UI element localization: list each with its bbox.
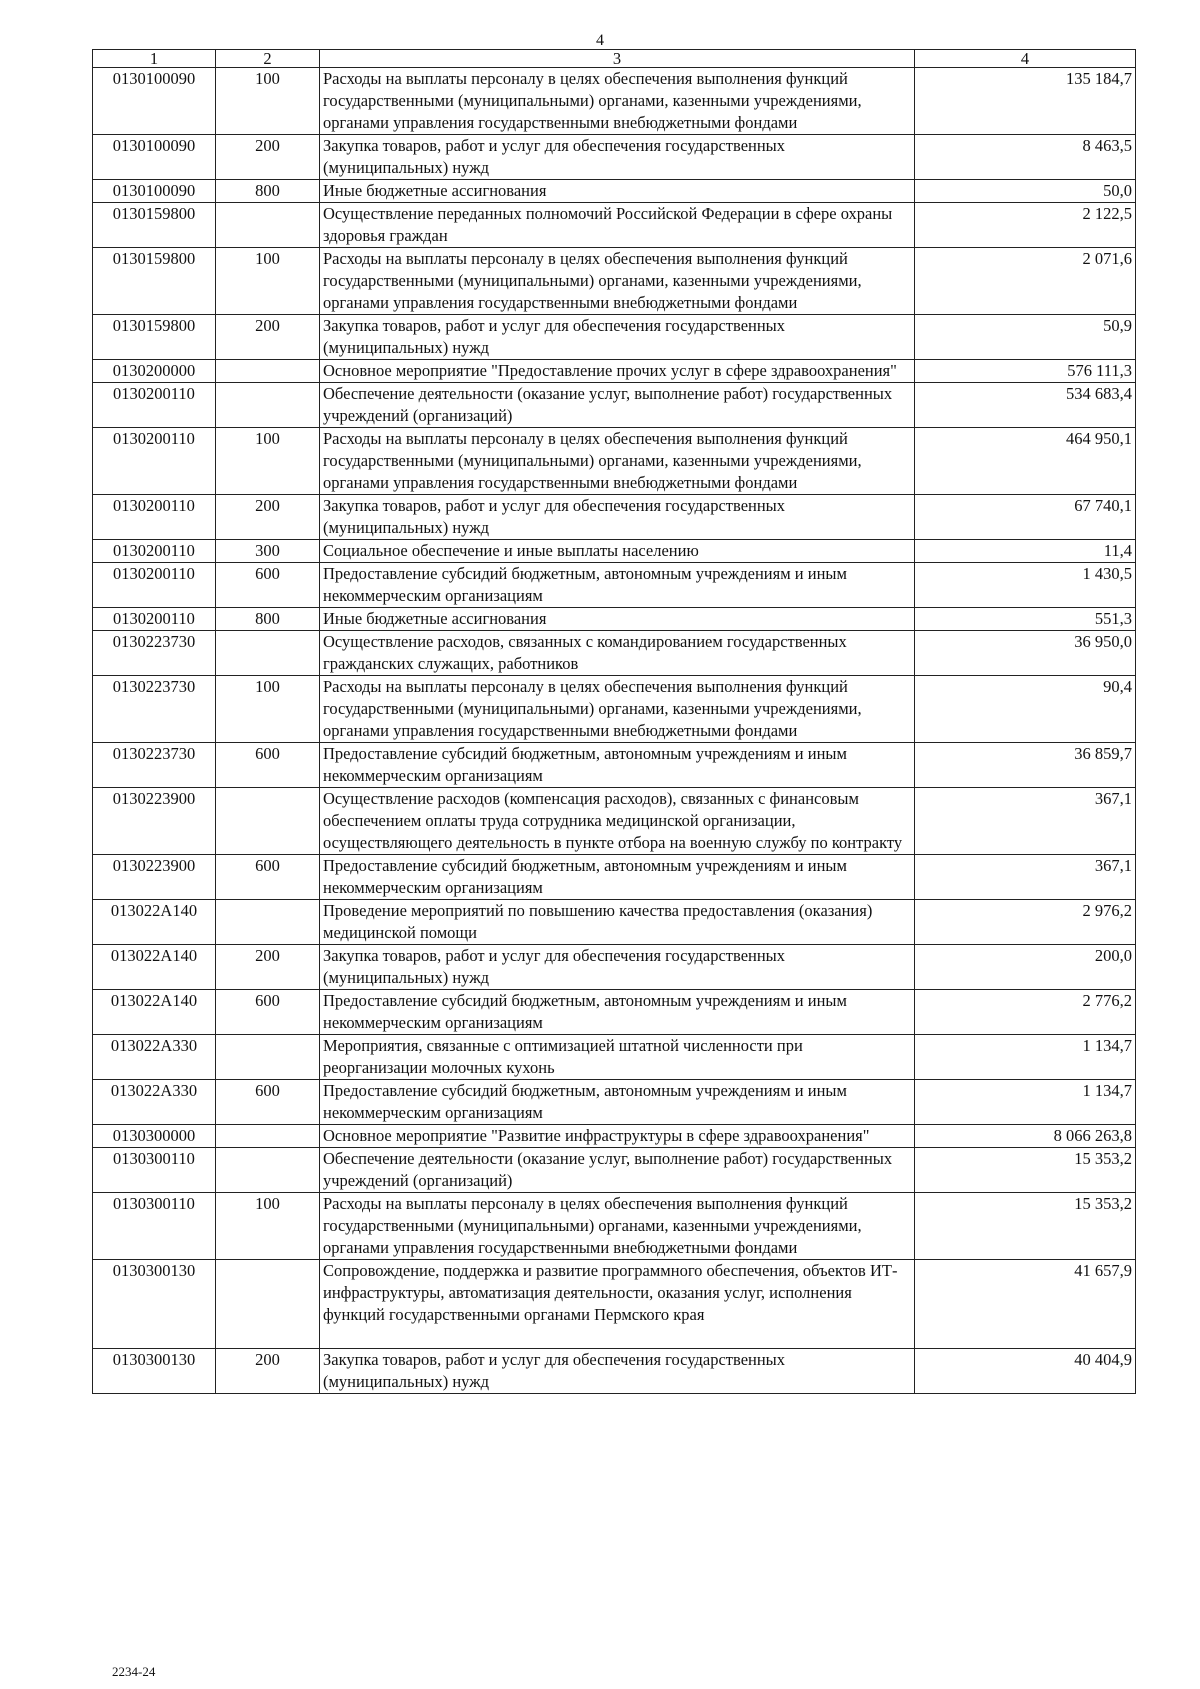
expense-type-cell: 200 — [216, 945, 320, 990]
expense-type-cell: 600 — [216, 1080, 320, 1125]
expense-type-cell: 200 — [216, 495, 320, 540]
expense-type-cell — [216, 631, 320, 676]
table-row — [93, 855, 1136, 900]
target-code-cell: 0130200110 — [93, 495, 216, 540]
header-col-2: 2 — [216, 50, 320, 68]
amount-cell: 367,1 — [915, 855, 1136, 900]
target-code-cell: 0130100090 — [93, 180, 216, 203]
description-cell: Расходы на выплаты персоналу в целях обеспечения выполнения функций государственными (муниципальными) органами, казенными учреждениями, органами управления государственными внебюджетными фондами — [320, 248, 915, 315]
description-cell: Предоставление субсидий бюджетным, автономным учреждениям и иным некоммерческим организациям — [320, 855, 915, 900]
amount-cell: 1 430,5 — [915, 563, 1136, 608]
target-code-cell: 013022A140 — [93, 945, 216, 990]
amount-cell: 551,3 — [915, 608, 1136, 631]
table-row — [93, 1035, 1136, 1080]
target-code-cell: 013022A140 — [93, 900, 216, 945]
table-row — [93, 68, 1136, 135]
description-cell: Закупка товаров, работ и услуг для обеспечения государственных (муниципальных) нужд — [320, 495, 915, 540]
table-row — [93, 1125, 1136, 1148]
table-row — [93, 631, 1136, 676]
description-cell: Расходы на выплаты персоналу в целях обеспечения выполнения функций государственными (муниципальными) органами, казенными учреждениями, органами управления государственными внебюджетными фондами — [320, 1193, 915, 1260]
description-cell: Закупка товаров, работ и услуг для обеспечения государственных (муниципальных) нужд — [320, 1349, 915, 1394]
target-code-cell: 0130300110 — [93, 1193, 216, 1260]
amount-cell: 8 066 263,8 — [915, 1125, 1136, 1148]
description-cell: Мероприятия, связанные с оптимизацией штатной численности при реорганизации молочных кухонь — [320, 1035, 915, 1080]
expense-type-cell: 600 — [216, 990, 320, 1035]
table-row — [93, 383, 1136, 428]
expense-type-cell — [216, 788, 320, 855]
amount-cell: 41 657,9 — [915, 1260, 1136, 1349]
budget-table — [92, 49, 1136, 1394]
table-row — [93, 1260, 1136, 1349]
target-code-cell: 0130100090 — [93, 135, 216, 180]
table-row — [93, 945, 1136, 990]
header-col-4: 4 — [915, 50, 1136, 68]
table-row — [93, 676, 1136, 743]
table-row — [93, 563, 1136, 608]
table-row — [93, 360, 1136, 383]
header-col-3: 3 — [320, 50, 915, 68]
table-row — [93, 743, 1136, 788]
amount-cell: 50,9 — [915, 315, 1136, 360]
description-cell: Закупка товаров, работ и услуг для обеспечения государственных (муниципальных) нужд — [320, 945, 915, 990]
description-cell: Осуществление расходов, связанных с командированием государственных гражданских служащих, работников — [320, 631, 915, 676]
target-code-cell: 0130223730 — [93, 631, 216, 676]
target-code-cell: 0130300000 — [93, 1125, 216, 1148]
amount-cell: 8 463,5 — [915, 135, 1136, 180]
expense-type-cell — [216, 360, 320, 383]
expense-type-cell — [216, 1260, 320, 1349]
amount-cell: 40 404,9 — [915, 1349, 1136, 1394]
description-cell: Основное мероприятие "Развитие инфраструктуры в сфере здравоохранения" — [320, 1125, 915, 1148]
description-cell: Обеспечение деятельности (оказание услуг, выполнение работ) государственных учреждений (организаций) — [320, 1148, 915, 1193]
page-number: 4 — [596, 32, 604, 49]
expense-type-cell — [216, 1035, 320, 1080]
amount-cell: 90,4 — [915, 676, 1136, 743]
target-code-cell: 0130200110 — [93, 608, 216, 631]
expense-type-cell: 600 — [216, 563, 320, 608]
amount-cell: 200,0 — [915, 945, 1136, 990]
target-code-cell: 0130300110 — [93, 1148, 216, 1193]
table-body — [93, 68, 1136, 1394]
description-cell: Сопровождение, поддержка и развитие программного обеспечения, объектов ИТ-инфраструктуры, автоматизация деятельности, оказания услуг, исполнения функций государственными органами Пермского края — [320, 1260, 915, 1349]
expense-type-cell: 800 — [216, 180, 320, 203]
expense-type-cell: 200 — [216, 315, 320, 360]
table-row — [93, 1148, 1136, 1193]
amount-cell: 464 950,1 — [915, 428, 1136, 495]
expense-type-cell — [216, 1148, 320, 1193]
header-row — [93, 50, 1136, 68]
description-cell: Обеспечение деятельности (оказание услуг, выполнение работ) государственных учреждений (организаций) — [320, 383, 915, 428]
description-cell: Иные бюджетные ассигнования — [320, 608, 915, 631]
target-code-cell: 0130223730 — [93, 676, 216, 743]
description-cell: Основное мероприятие "Предоставление прочих услуг в сфере здравоохранения" — [320, 360, 915, 383]
expense-type-cell: 800 — [216, 608, 320, 631]
description-cell: Расходы на выплаты персоналу в целях обеспечения выполнения функций государственными (муниципальными) органами, казенными учреждениями, органами управления государственными внебюджетными фондами — [320, 676, 915, 743]
header-col-1: 1 — [93, 50, 216, 68]
amount-cell: 50,0 — [915, 180, 1136, 203]
table-row — [93, 428, 1136, 495]
description-cell: Иные бюджетные ассигнования — [320, 180, 915, 203]
target-code-cell: 0130223900 — [93, 855, 216, 900]
table-row — [93, 495, 1136, 540]
table-row — [93, 248, 1136, 315]
description-cell: Социальное обеспечение и иные выплаты населению — [320, 540, 915, 563]
table-row — [93, 1080, 1136, 1125]
amount-cell: 67 740,1 — [915, 495, 1136, 540]
description-cell: Расходы на выплаты персоналу в целях обеспечения выполнения функций государственными (муниципальными) органами, казенными учреждениями, органами управления государственными внебюджетными фондами — [320, 428, 915, 495]
expense-type-cell: 100 — [216, 68, 320, 135]
expense-type-cell: 100 — [216, 428, 320, 495]
target-code-cell: 013022A330 — [93, 1035, 216, 1080]
description-cell: Осуществление расходов (компенсация расходов), связанных с финансовым обеспечением оплаты труда сотрудника медицинской организации, осуществляющего деятельность в пункте отбора на военную службу по контракту — [320, 788, 915, 855]
target-code-cell: 0130300130 — [93, 1260, 216, 1349]
expense-type-cell: 100 — [216, 248, 320, 315]
target-code-cell: 0130300130 — [93, 1349, 216, 1394]
table-row — [93, 1349, 1136, 1394]
target-code-cell: 0130159800 — [93, 248, 216, 315]
table-row — [93, 203, 1136, 248]
amount-cell: 36 859,7 — [915, 743, 1136, 788]
table-row — [93, 990, 1136, 1035]
description-cell: Предоставление субсидий бюджетным, автономным учреждениям и иным некоммерческим организациям — [320, 563, 915, 608]
document-code: 2234-24 — [112, 1664, 156, 1679]
target-code-cell: 0130200110 — [93, 540, 216, 563]
target-code-cell: 0130223730 — [93, 743, 216, 788]
table-row — [93, 315, 1136, 360]
amount-cell: 2 122,5 — [915, 203, 1136, 248]
amount-cell: 135 184,7 — [915, 68, 1136, 135]
amount-cell: 11,4 — [915, 540, 1136, 563]
table-row — [93, 608, 1136, 631]
description-cell: Расходы на выплаты персоналу в целях обеспечения выполнения функций государственными (муниципальными) органами, казенными учреждениями, органами управления государственными внебюджетными фондами — [320, 68, 915, 135]
description-cell: Предоставление субсидий бюджетным, автономным учреждениям и иным некоммерческим организациям — [320, 743, 915, 788]
description-cell: Предоставление субсидий бюджетным, автономным учреждениям и иным некоммерческим организациям — [320, 990, 915, 1035]
table-row — [93, 135, 1136, 180]
target-code-cell: 0130159800 — [93, 203, 216, 248]
expense-type-cell: 100 — [216, 676, 320, 743]
expense-type-cell — [216, 1125, 320, 1148]
amount-cell: 2 976,2 — [915, 900, 1136, 945]
expense-type-cell — [216, 203, 320, 248]
expense-type-cell: 600 — [216, 855, 320, 900]
target-code-cell: 0130159800 — [93, 315, 216, 360]
target-code-cell: 013022A330 — [93, 1080, 216, 1125]
amount-cell: 36 950,0 — [915, 631, 1136, 676]
amount-cell: 367,1 — [915, 788, 1136, 855]
expense-type-cell: 200 — [216, 135, 320, 180]
amount-cell: 534 683,4 — [915, 383, 1136, 428]
amount-cell: 2 776,2 — [915, 990, 1136, 1035]
target-code-cell: 0130200110 — [93, 563, 216, 608]
description-cell: Проведение мероприятий по повышению качества предоставления (оказания) медицинской помощи — [320, 900, 915, 945]
expense-type-cell: 300 — [216, 540, 320, 563]
amount-cell: 15 353,2 — [915, 1148, 1136, 1193]
table-row — [93, 180, 1136, 203]
table-row — [93, 788, 1136, 855]
amount-cell: 1 134,7 — [915, 1080, 1136, 1125]
target-code-cell: 0130200110 — [93, 383, 216, 428]
description-cell: Осуществление переданных полномочий Российской Федерации в сфере охраны здоровья граждан — [320, 203, 915, 248]
amount-cell: 1 134,7 — [915, 1035, 1136, 1080]
target-code-cell: 0130200000 — [93, 360, 216, 383]
description-cell: Закупка товаров, работ и услуг для обеспечения государственных (муниципальных) нужд — [320, 135, 915, 180]
expense-type-cell: 600 — [216, 743, 320, 788]
target-code-cell: 013022A140 — [93, 990, 216, 1035]
description-cell: Закупка товаров, работ и услуг для обеспечения государственных (муниципальных) нужд — [320, 315, 915, 360]
amount-cell: 15 353,2 — [915, 1193, 1136, 1260]
table-row — [93, 540, 1136, 563]
amount-cell: 576 111,3 — [915, 360, 1136, 383]
target-code-cell: 0130200110 — [93, 428, 216, 495]
table-row — [93, 900, 1136, 945]
expense-type-cell — [216, 900, 320, 945]
expense-type-cell: 100 — [216, 1193, 320, 1260]
expense-type-cell: 200 — [216, 1349, 320, 1394]
amount-cell: 2 071,6 — [915, 248, 1136, 315]
expense-type-cell — [216, 383, 320, 428]
table-row — [93, 1193, 1136, 1260]
description-cell: Предоставление субсидий бюджетным, автономным учреждениям и иным некоммерческим организациям — [320, 1080, 915, 1125]
target-code-cell: 0130223900 — [93, 788, 216, 855]
target-code-cell: 0130100090 — [93, 68, 216, 135]
